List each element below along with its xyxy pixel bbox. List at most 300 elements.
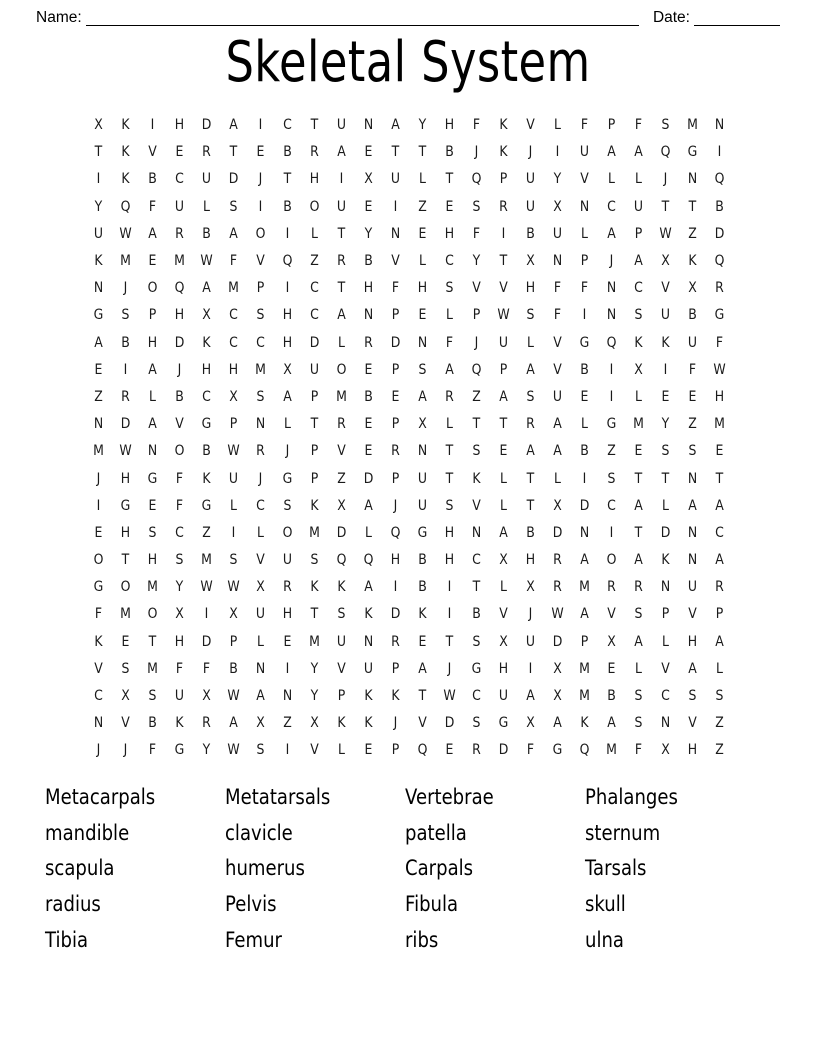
grid-cell[interactable]: P	[391, 307, 400, 324]
grid-cell[interactable]: N	[255, 660, 266, 677]
grid-cell[interactable]: S	[715, 688, 724, 705]
grid-cell[interactable]: Q	[471, 171, 482, 188]
grid-cell[interactable]: H	[120, 524, 131, 541]
grid-cell[interactable]: K	[580, 715, 589, 732]
grid-cell[interactable]: B	[364, 253, 373, 270]
grid-cell[interactable]: U	[525, 633, 536, 650]
grid-cell[interactable]: T	[445, 171, 454, 188]
grid-cell[interactable]: L	[581, 225, 588, 242]
grid-cell[interactable]: H	[282, 606, 293, 623]
grid-cell[interactable]: S	[310, 552, 319, 569]
grid-cell[interactable]: X	[526, 715, 535, 732]
grid-cell[interactable]: T	[472, 416, 481, 433]
grid-cell[interactable]: P	[310, 470, 319, 487]
grid-cell[interactable]: N	[255, 416, 266, 433]
grid-cell[interactable]: C	[229, 307, 238, 324]
grid-cell[interactable]: I	[447, 579, 452, 596]
grid-cell[interactable]: R	[175, 225, 184, 242]
grid-cell[interactable]: T	[499, 253, 508, 270]
grid-cell[interactable]: N	[714, 117, 725, 134]
grid-cell[interactable]: E	[364, 144, 373, 161]
grid-cell[interactable]: D	[552, 633, 563, 650]
word-list-item[interactable]: patella	[405, 820, 467, 845]
grid-cell[interactable]: E	[175, 144, 184, 161]
grid-cell[interactable]: V	[688, 715, 697, 732]
grid-cell[interactable]: O	[93, 552, 104, 569]
grid-cell[interactable]: D	[552, 524, 563, 541]
grid-cell[interactable]: G	[147, 470, 158, 487]
grid-cell[interactable]: D	[390, 606, 401, 623]
grid-cell[interactable]: N	[579, 198, 590, 215]
grid-cell[interactable]: P	[661, 606, 670, 623]
grid-cell[interactable]: V	[148, 144, 157, 161]
grid-cell[interactable]: T	[418, 144, 427, 161]
grid-cell[interactable]: A	[526, 443, 535, 460]
grid-cell[interactable]: X	[229, 388, 238, 405]
grid-cell[interactable]: M	[93, 443, 104, 460]
grid-cell[interactable]: O	[174, 443, 185, 460]
grid-cell[interactable]: C	[472, 552, 481, 569]
grid-cell[interactable]: M	[201, 552, 212, 569]
grid-cell[interactable]: L	[284, 416, 291, 433]
grid-cell[interactable]: X	[553, 497, 562, 514]
grid-cell[interactable]: C	[310, 280, 319, 297]
grid-cell[interactable]: S	[472, 198, 481, 215]
grid-cell[interactable]: L	[716, 660, 723, 677]
grid-cell[interactable]: B	[202, 225, 211, 242]
grid-cell[interactable]: H	[444, 225, 455, 242]
grid-cell[interactable]: I	[609, 524, 614, 541]
grid-cell[interactable]: J	[447, 660, 452, 677]
grid-cell[interactable]: N	[687, 171, 698, 188]
grid-cell[interactable]: A	[553, 443, 562, 460]
grid-cell[interactable]: N	[417, 443, 428, 460]
grid-cell[interactable]: B	[148, 715, 157, 732]
grid-cell[interactable]: J	[528, 144, 533, 161]
grid-cell[interactable]: N	[687, 552, 698, 569]
grid-cell[interactable]: A	[364, 497, 373, 514]
grid-cell[interactable]: B	[472, 606, 481, 623]
grid-cell[interactable]: H	[444, 552, 455, 569]
grid-cell[interactable]: L	[662, 633, 669, 650]
grid-cell[interactable]: U	[336, 633, 347, 650]
grid-cell[interactable]: G	[93, 307, 104, 324]
grid-cell[interactable]: J	[123, 280, 128, 297]
grid-cell[interactable]: P	[391, 361, 400, 378]
word-list-item[interactable]: Pelvis	[225, 892, 277, 917]
grid-cell[interactable]: X	[634, 361, 643, 378]
grid-cell[interactable]: P	[607, 117, 616, 134]
grid-cell[interactable]: E	[445, 742, 454, 759]
grid-cell[interactable]: G	[201, 497, 212, 514]
grid-cell[interactable]: R	[499, 198, 508, 215]
grid-cell[interactable]: S	[526, 307, 535, 324]
grid-cell[interactable]: L	[257, 524, 264, 541]
grid-cell[interactable]: F	[175, 497, 184, 514]
grid-cell[interactable]: I	[285, 225, 290, 242]
grid-cell[interactable]: T	[634, 524, 643, 541]
grid-cell[interactable]: V	[553, 334, 562, 351]
grid-cell[interactable]: S	[634, 715, 643, 732]
grid-cell[interactable]: N	[579, 524, 590, 541]
grid-cell[interactable]: T	[310, 416, 319, 433]
grid-cell[interactable]: G	[201, 416, 212, 433]
grid-cell[interactable]: F	[634, 117, 643, 134]
grid-cell[interactable]: I	[96, 497, 101, 514]
grid-cell[interactable]: C	[175, 171, 184, 188]
grid-cell[interactable]: P	[148, 307, 157, 324]
grid-cell[interactable]: S	[472, 633, 481, 650]
grid-cell[interactable]: N	[363, 633, 374, 650]
grid-cell[interactable]: A	[688, 660, 697, 677]
grid-cell[interactable]: B	[121, 334, 130, 351]
grid-cell[interactable]: F	[553, 280, 562, 297]
grid-cell[interactable]: F	[175, 470, 184, 487]
grid-cell[interactable]: N	[93, 715, 104, 732]
grid-cell[interactable]: D	[363, 470, 374, 487]
grid-cell[interactable]: L	[581, 416, 588, 433]
grid-cell[interactable]: S	[229, 552, 238, 569]
grid-cell[interactable]: R	[337, 416, 346, 433]
word-list-item[interactable]: Metatarsals	[225, 785, 331, 809]
grid-cell[interactable]: Y	[553, 171, 562, 188]
grid-cell[interactable]: L	[203, 198, 210, 215]
grid-cell[interactable]: U	[660, 307, 671, 324]
grid-cell[interactable]: U	[201, 171, 212, 188]
grid-cell[interactable]: X	[499, 552, 508, 569]
grid-cell[interactable]: M	[120, 606, 131, 623]
grid-cell[interactable]: U	[417, 497, 428, 514]
grid-cell[interactable]: A	[607, 715, 616, 732]
grid-cell[interactable]: B	[202, 443, 211, 460]
grid-cell[interactable]: X	[202, 688, 211, 705]
grid-cell[interactable]: C	[94, 688, 103, 705]
grid-cell[interactable]: X	[229, 606, 238, 623]
grid-cell[interactable]: D	[714, 225, 725, 242]
grid-cell[interactable]: S	[256, 742, 265, 759]
grid-cell[interactable]: K	[418, 606, 427, 623]
grid-cell[interactable]: A	[607, 144, 616, 161]
grid-cell[interactable]: G	[714, 307, 725, 324]
grid-cell[interactable]: O	[255, 225, 266, 242]
grid-cell[interactable]: L	[257, 633, 264, 650]
grid-cell[interactable]: S	[283, 497, 292, 514]
word-list-item[interactable]: Carpals	[405, 856, 474, 881]
grid-cell[interactable]: W	[200, 579, 213, 596]
grid-cell[interactable]: U	[336, 198, 347, 215]
grid-cell[interactable]: M	[228, 280, 239, 297]
grid-cell[interactable]: A	[94, 334, 103, 351]
grid-cell[interactable]: K	[688, 253, 697, 270]
grid-cell[interactable]: U	[363, 660, 374, 677]
grid-cell[interactable]: Q	[120, 198, 131, 215]
grid-cell[interactable]: P	[634, 225, 643, 242]
grid-cell[interactable]: U	[93, 225, 104, 242]
grid-cell[interactable]: F	[580, 280, 589, 297]
grid-cell[interactable]: S	[607, 470, 616, 487]
grid-cell[interactable]: G	[498, 715, 509, 732]
grid-cell[interactable]: T	[445, 443, 454, 460]
word-search-grid[interactable]	[85, 112, 733, 765]
grid-cell[interactable]: Y	[661, 416, 670, 433]
grid-cell[interactable]: O	[606, 552, 617, 569]
grid-cell[interactable]: I	[204, 606, 209, 623]
grid-cell[interactable]: C	[472, 688, 481, 705]
grid-cell[interactable]: R	[202, 144, 211, 161]
grid-cell[interactable]: A	[715, 552, 724, 569]
grid-cell[interactable]: R	[553, 552, 562, 569]
grid-cell[interactable]: S	[472, 443, 481, 460]
grid-cell[interactable]: G	[417, 524, 428, 541]
grid-cell[interactable]: K	[337, 715, 346, 732]
grid-cell[interactable]: K	[202, 470, 211, 487]
grid-cell[interactable]: E	[607, 660, 616, 677]
grid-cell[interactable]: U	[687, 579, 698, 596]
grid-cell[interactable]: K	[121, 171, 130, 188]
grid-cell[interactable]: Z	[94, 388, 103, 405]
grid-cell[interactable]: M	[579, 660, 590, 677]
grid-cell[interactable]: Q	[606, 334, 617, 351]
grid-cell[interactable]: U	[417, 470, 428, 487]
grid-cell[interactable]: M	[309, 524, 320, 541]
grid-cell[interactable]: I	[285, 660, 290, 677]
grid-cell[interactable]: W	[443, 688, 456, 705]
grid-cell[interactable]: E	[580, 388, 589, 405]
grid-cell[interactable]: A	[634, 144, 643, 161]
grid-cell[interactable]: O	[147, 280, 158, 297]
grid-cell[interactable]: E	[499, 443, 508, 460]
grid-cell[interactable]: T	[310, 606, 319, 623]
grid-cell[interactable]: N	[363, 117, 374, 134]
grid-cell[interactable]: K	[472, 470, 481, 487]
grid-cell[interactable]: D	[228, 171, 239, 188]
grid-cell[interactable]: A	[553, 416, 562, 433]
grid-cell[interactable]: A	[202, 280, 211, 297]
grid-cell[interactable]: R	[337, 253, 346, 270]
grid-cell[interactable]: X	[418, 416, 427, 433]
grid-cell[interactable]: S	[256, 307, 265, 324]
grid-cell[interactable]: T	[94, 144, 103, 161]
grid-cell[interactable]: D	[498, 742, 509, 759]
grid-cell[interactable]: K	[661, 334, 670, 351]
grid-cell[interactable]: M	[606, 742, 617, 759]
grid-cell[interactable]: H	[174, 307, 185, 324]
grid-cell[interactable]: U	[579, 144, 590, 161]
grid-cell[interactable]: S	[688, 688, 697, 705]
grid-cell[interactable]: I	[663, 361, 668, 378]
grid-cell[interactable]: S	[634, 688, 643, 705]
grid-cell[interactable]: C	[256, 334, 265, 351]
grid-cell[interactable]: A	[580, 552, 589, 569]
grid-cell[interactable]: H	[363, 280, 374, 297]
grid-cell[interactable]: Z	[418, 198, 427, 215]
grid-cell[interactable]: S	[634, 307, 643, 324]
grid-cell[interactable]: N	[363, 307, 374, 324]
grid-cell[interactable]: J	[393, 715, 398, 732]
grid-cell[interactable]: L	[338, 742, 345, 759]
grid-cell[interactable]: T	[310, 117, 319, 134]
grid-cell[interactable]: X	[337, 497, 346, 514]
grid-cell[interactable]: N	[660, 715, 671, 732]
grid-cell[interactable]: M	[147, 579, 158, 596]
grid-cell[interactable]: Z	[715, 742, 724, 759]
grid-cell[interactable]: L	[608, 171, 615, 188]
grid-cell[interactable]: C	[634, 280, 643, 297]
grid-cell[interactable]: M	[714, 416, 725, 433]
grid-cell[interactable]: V	[472, 280, 481, 297]
grid-cell[interactable]: E	[418, 307, 427, 324]
grid-cell[interactable]: B	[148, 171, 157, 188]
grid-cell[interactable]: H	[390, 552, 401, 569]
word-list-item[interactable]: Vertebrae	[405, 785, 494, 809]
word-list-item[interactable]: ulna	[585, 927, 624, 952]
grid-cell[interactable]: P	[229, 633, 238, 650]
grid-cell[interactable]: J	[474, 334, 479, 351]
grid-cell[interactable]: L	[419, 253, 426, 270]
grid-cell[interactable]: A	[607, 225, 616, 242]
grid-cell[interactable]: B	[445, 144, 454, 161]
grid-cell[interactable]: L	[662, 497, 669, 514]
grid-cell[interactable]: Z	[310, 253, 319, 270]
grid-cell[interactable]: I	[150, 117, 155, 134]
grid-cell[interactable]: V	[553, 361, 562, 378]
grid-cell[interactable]: Y	[175, 579, 184, 596]
grid-cell[interactable]: M	[336, 388, 347, 405]
grid-cell[interactable]: F	[229, 253, 238, 270]
grid-cell[interactable]: L	[365, 524, 372, 541]
grid-cell[interactable]: V	[337, 443, 346, 460]
grid-cell[interactable]: X	[364, 171, 373, 188]
grid-cell[interactable]: S	[634, 606, 643, 623]
grid-cell[interactable]: H	[282, 334, 293, 351]
grid-cell[interactable]: O	[147, 606, 158, 623]
word-list-item[interactable]: skull	[585, 892, 626, 917]
grid-cell[interactable]: Y	[418, 117, 427, 134]
word-list-item[interactable]: sternum	[585, 820, 661, 845]
grid-cell[interactable]: S	[337, 606, 346, 623]
word-list-item[interactable]: Femur	[225, 927, 282, 952]
grid-cell[interactable]: R	[553, 579, 562, 596]
grid-cell[interactable]: M	[120, 253, 131, 270]
grid-cell[interactable]: U	[498, 334, 509, 351]
grid-cell[interactable]: E	[688, 388, 697, 405]
grid-cell[interactable]: X	[202, 307, 211, 324]
grid-cell[interactable]: Z	[283, 715, 292, 732]
grid-cell[interactable]: I	[609, 388, 614, 405]
grid-cell[interactable]: A	[634, 552, 643, 569]
grid-cell[interactable]: L	[527, 334, 534, 351]
grid-cell[interactable]: M	[579, 688, 590, 705]
grid-cell[interactable]: C	[229, 334, 238, 351]
grid-cell[interactable]: N	[687, 470, 698, 487]
grid-cell[interactable]: R	[472, 742, 481, 759]
grid-cell[interactable]: P	[337, 688, 346, 705]
grid-cell[interactable]: V	[661, 280, 670, 297]
grid-cell[interactable]: U	[228, 470, 239, 487]
grid-cell[interactable]: V	[94, 660, 103, 677]
grid-cell[interactable]: V	[391, 253, 400, 270]
grid-cell[interactable]: N	[687, 524, 698, 541]
grid-cell[interactable]: J	[663, 171, 668, 188]
grid-cell[interactable]: N	[606, 307, 617, 324]
grid-cell[interactable]: K	[310, 497, 319, 514]
grid-cell[interactable]: X	[688, 280, 697, 297]
word-list-item[interactable]: Metacarpals	[45, 785, 156, 809]
grid-cell[interactable]: X	[526, 253, 535, 270]
grid-cell[interactable]: B	[526, 225, 535, 242]
grid-cell[interactable]: P	[391, 470, 400, 487]
grid-cell[interactable]: E	[283, 633, 292, 650]
grid-cell[interactable]: R	[202, 715, 211, 732]
grid-cell[interactable]: F	[148, 742, 157, 759]
grid-cell[interactable]: B	[283, 198, 292, 215]
grid-cell[interactable]: V	[499, 280, 508, 297]
grid-cell[interactable]: E	[94, 524, 103, 541]
grid-cell[interactable]: T	[526, 497, 535, 514]
grid-cell[interactable]: P	[715, 606, 724, 623]
grid-cell[interactable]: I	[258, 198, 263, 215]
grid-cell[interactable]: U	[282, 552, 293, 569]
grid-cell[interactable]: S	[121, 660, 130, 677]
grid-cell[interactable]: A	[526, 361, 535, 378]
grid-cell[interactable]: S	[175, 552, 184, 569]
grid-cell[interactable]: D	[309, 334, 320, 351]
grid-cell[interactable]: D	[201, 117, 212, 134]
grid-cell[interactable]: E	[634, 443, 643, 460]
grid-cell[interactable]: L	[500, 579, 507, 596]
grid-cell[interactable]: U	[552, 225, 563, 242]
grid-cell[interactable]: H	[444, 524, 455, 541]
grid-cell[interactable]: W	[227, 579, 240, 596]
grid-cell[interactable]: B	[526, 524, 535, 541]
grid-cell[interactable]: Q	[471, 361, 482, 378]
grid-cell[interactable]: H	[525, 552, 536, 569]
grid-cell[interactable]: G	[282, 470, 293, 487]
grid-cell[interactable]: Q	[579, 742, 590, 759]
grid-cell[interactable]: A	[634, 253, 643, 270]
grid-cell[interactable]: N	[390, 225, 401, 242]
grid-cell[interactable]: Q	[336, 552, 347, 569]
grid-cell[interactable]: L	[311, 225, 318, 242]
grid-cell[interactable]: R	[445, 388, 454, 405]
grid-cell[interactable]: E	[148, 497, 157, 514]
grid-cell[interactable]: F	[688, 361, 697, 378]
grid-cell[interactable]: E	[256, 144, 265, 161]
word-list-item[interactable]: mandible	[45, 820, 130, 845]
name-write-in-line[interactable]	[86, 12, 639, 26]
grid-cell[interactable]: I	[582, 470, 587, 487]
grid-cell[interactable]: A	[148, 225, 157, 242]
grid-cell[interactable]: W	[119, 443, 132, 460]
grid-cell[interactable]: E	[364, 361, 373, 378]
grid-cell[interactable]: Z	[472, 388, 481, 405]
grid-cell[interactable]: L	[446, 307, 453, 324]
grid-cell[interactable]: B	[580, 443, 589, 460]
grid-cell[interactable]: I	[285, 280, 290, 297]
grid-cell[interactable]: K	[121, 117, 130, 134]
grid-cell[interactable]: H	[201, 361, 212, 378]
grid-cell[interactable]: E	[391, 388, 400, 405]
grid-cell[interactable]: W	[551, 606, 564, 623]
grid-cell[interactable]: S	[688, 443, 697, 460]
grid-cell[interactable]: N	[471, 524, 482, 541]
grid-cell[interactable]: L	[338, 334, 345, 351]
grid-cell[interactable]: V	[688, 606, 697, 623]
grid-cell[interactable]: C	[715, 524, 724, 541]
grid-cell[interactable]: A	[391, 117, 400, 134]
grid-cell[interactable]: U	[525, 171, 536, 188]
grid-cell[interactable]: B	[364, 388, 373, 405]
